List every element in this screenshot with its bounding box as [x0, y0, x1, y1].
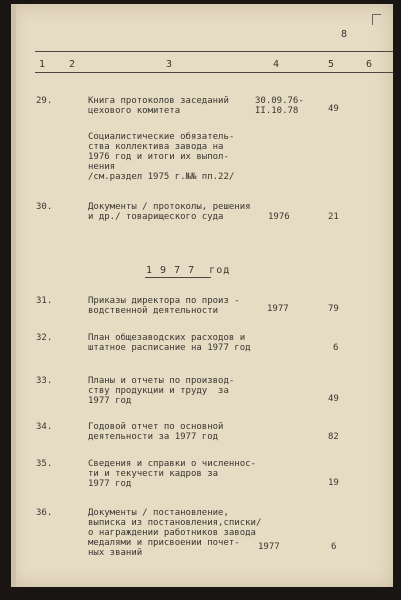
row-31-count: 79	[328, 304, 339, 314]
column-header-3: 3	[166, 59, 173, 70]
row-34-count: 82	[328, 432, 339, 442]
row-31-description: Приказы директора по произ - водственной деятельности	[88, 296, 240, 316]
row-35-number: 35.	[36, 459, 53, 469]
column-header-2: 2	[69, 59, 76, 70]
row-30-description: Документы / протоколы, решения и др./ товарищеского суда	[88, 202, 251, 222]
row-36-date: 1977	[258, 542, 280, 552]
row-34-number: 34.	[36, 422, 53, 432]
column-header-5: 5	[328, 59, 335, 70]
row-30-date: 1976	[268, 212, 290, 222]
column-header-1: 1	[39, 59, 46, 70]
row-32-description: План общезаводских расходов и штатное расписание на 1977 год	[88, 333, 251, 353]
row-33-number: 33.	[36, 376, 53, 386]
row-36-description: Документы / постановление, выписка из постановления,списки/ о награждении работников завода медалями и присвоении почет- ных званий	[88, 508, 262, 558]
row-36-number: 36.	[36, 508, 53, 518]
row-35-description: Сведения и справки о численнос- ти и текучести кадров за 1977 год	[88, 459, 256, 489]
corner-pencil-mark	[372, 14, 381, 25]
row-31-date: 1977	[267, 304, 289, 314]
row-31-number: 31.	[36, 296, 53, 306]
table-top-rule	[35, 51, 393, 52]
column-header-6: 6	[366, 59, 373, 70]
row-29-date: 30.09.76- II.10.78	[255, 96, 304, 116]
row-30-number: 30.	[36, 202, 53, 212]
table-header-rule	[35, 72, 393, 73]
year-heading-underline	[145, 277, 211, 278]
row-36-count: 6	[331, 542, 337, 552]
row-33-count: 49	[328, 394, 339, 404]
archive-inventory-page	[11, 4, 393, 587]
column-header-4: 4	[273, 59, 280, 70]
obligations-note: Социалистические обязатель- ства коллектива завода на 1976 год и итоги их выпол- нения /см.раздел 1975 г.№№ пп.22/	[88, 132, 235, 182]
year-heading: 1 9 7 7 год	[146, 265, 231, 276]
row-29-count: 49	[328, 104, 339, 114]
row-34-description: Годовой отчет по основной деятельности за 1977 год	[88, 422, 224, 442]
row-32-count: 6	[333, 343, 339, 353]
page-binding-edge	[11, 4, 16, 587]
row-30-count: 21	[328, 212, 339, 222]
row-29-description: Книга протоколов заседаний цехового комитета	[88, 96, 229, 116]
row-32-number: 32.	[36, 333, 53, 343]
row-33-description: Планы и отчеты по производ- ству продукции и труду за 1977 год	[88, 376, 235, 406]
page-number: 8	[341, 29, 348, 40]
row-29-number: 29.	[36, 96, 53, 106]
row-35-count: 19	[328, 478, 339, 488]
